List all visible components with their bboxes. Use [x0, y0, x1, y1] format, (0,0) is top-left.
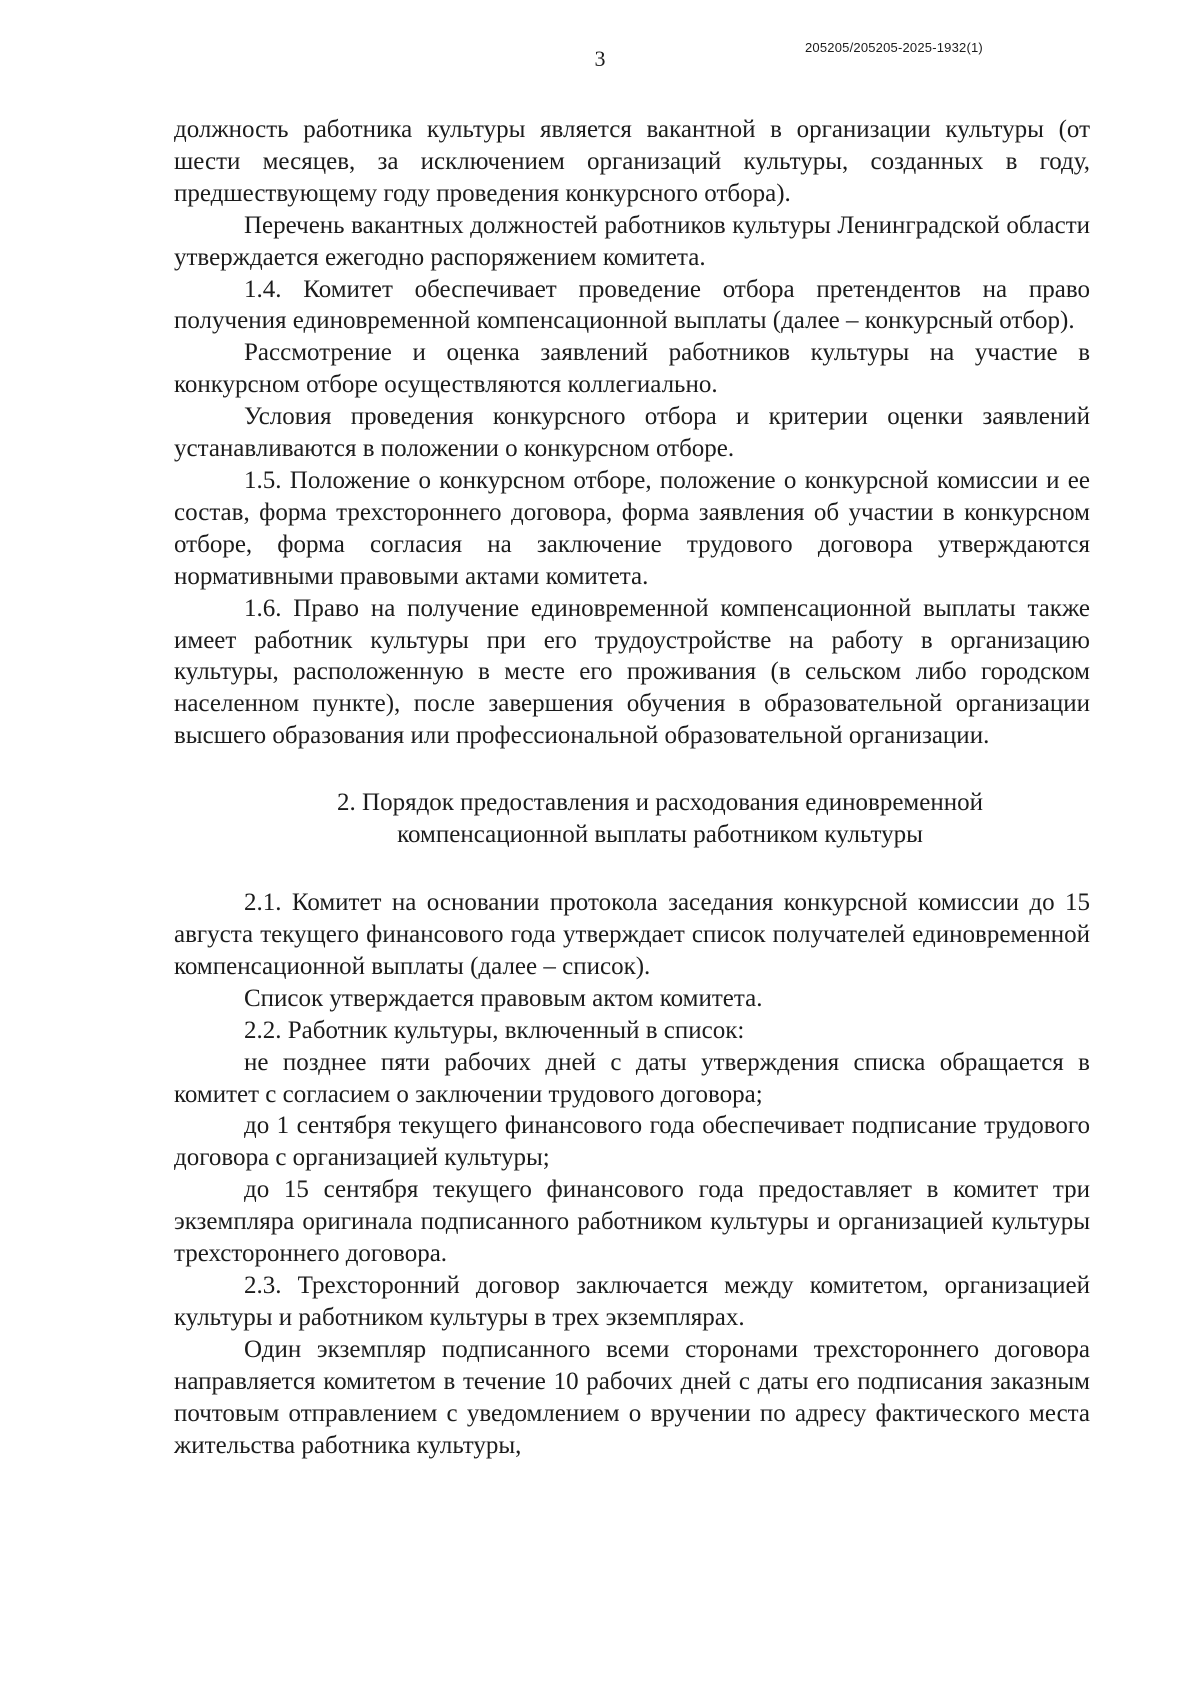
paragraph: Список утверждается правовым актом комитета. — [244, 984, 763, 1012]
paragraph: Рассмотрение и оценка заявлений работников культуры на участие в конкурсном отборе осуществляются коллегиально. — [174, 339, 1090, 399]
paragraph-1-6: 1.6. Право на получение единовременной компенсационной выплаты также имеет работник культуры при его трудоустройстве на работу в организацию культуры, расположенную в месте его проживания (в сельском либо городском населенном пункте), после завершения обучения в образовательной организации высшего образования или профессиональной образовательной организации. — [174, 594, 1090, 750]
paragraph-1-4: 1.4. Комитет обеспечивает проведение отбора претендентов на право получения единовременной компенсационной выплаты (далее – конкурсный отбор). — [174, 275, 1090, 335]
paragraph: до 15 сентября текущего финансового года предоставляет в комитет три экземпляра оригинала подписанного работником культуры и организацией культуры трехстороннего договора. — [174, 1176, 1090, 1268]
paragraph: не позднее пяти рабочих дней с даты утверждения списка обращается в комитет с согласием о заключении трудового договора; — [174, 1048, 1090, 1108]
page-number: 3 — [594, 46, 606, 71]
section-heading — [174, 787, 1090, 851]
document-id: 205205/205205-2025-1932(1) — [805, 40, 983, 55]
section-heading-line-2: компенсационной выплаты работником культуры — [397, 821, 923, 849]
paragraph-2-1: 2.1. Комитет на основании протокола заседания конкурсной комиссии до 15 августа текущего финансового года утверждает список получателей единовременной компенсационной выплаты (далее – список). — [174, 889, 1090, 980]
paragraph: Перечень вакантных должностей работников культуры Ленинградской области утверждается ежегодно распоряжением комитета. — [174, 211, 1090, 271]
section-heading-line-1: 2. Порядок предоставления и расходования единовременной — [337, 789, 983, 817]
paragraph: до 1 сентября текущего финансового года обеспечивает подписание трудового договора с организацией культуры; — [174, 1112, 1090, 1172]
paragraph-2-2: 2.2. Работник культуры, включенный в список: — [244, 1016, 745, 1044]
document-body — [174, 114, 1090, 1461]
paragraph: Один экземпляр подписанного всеми сторонами трехстороннего договора направляется комитетом в течение 10 рабочих дней с даты его подписания заказным почтовым отправлением с уведомлением о вручении по адресу фактического места жительства работника культуры, — [174, 1335, 1090, 1459]
paragraph-continuation: должность работника культуры является вакантной в организации культуры (от шести месяцев, за исключением организаций культуры, созданных в году, предшествующему году проведения конкурсного отбора). — [174, 116, 1090, 207]
paragraph-1-5: 1.5. Положение о конкурсном отборе, положение о конкурсной комиссии и ее состав, форма трехстороннего договора, форма заявления об участии в конкурсном отборе, форма согласия на заключение трудового договора утверждаются нормативными правовыми актами комитета. — [174, 466, 1090, 590]
paragraph-2-3: 2.3. Трехсторонний договор заключается между комитетом, организацией культуры и работником культуры в трех экземплярах. — [174, 1272, 1090, 1331]
paragraph: Условия проведения конкурсного отбора и критерии оценки заявлений устанавливаются в положении о конкурсном отборе. — [174, 403, 1090, 463]
